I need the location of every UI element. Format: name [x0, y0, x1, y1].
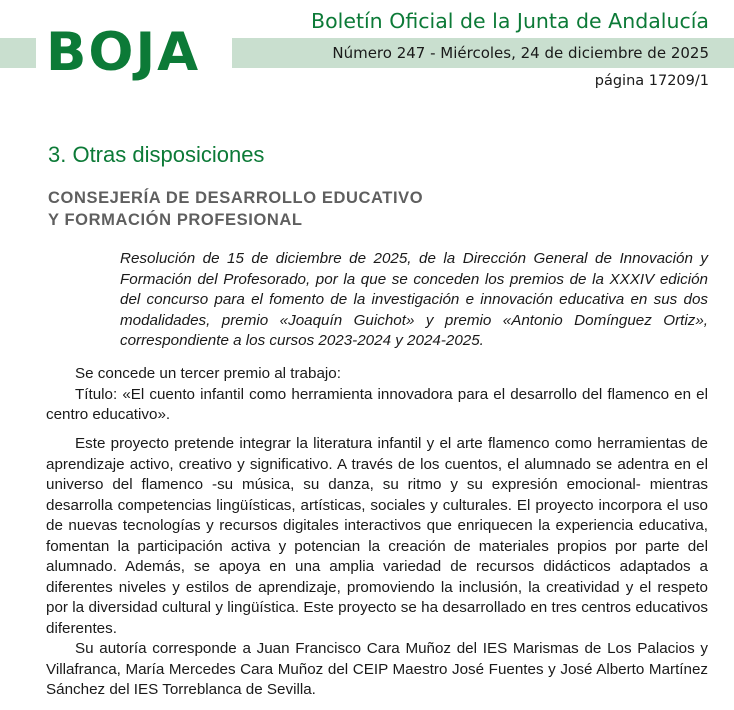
- ministry-line-1: CONSEJERÍA DE DESARROLLO EDUCATIVO: [48, 189, 424, 207]
- award-title: Título: «El cuento infantil como herramienta innovadora para el desarrollo del flamenco en el centro educativo».: [46, 385, 708, 423]
- issue-line: Número 247 - Miércoles, 24 de diciembre de 2025: [332, 44, 709, 62]
- body-paragraph-1: Este proyecto pretende integrar la literatura infantil y el arte flamenco como herramientas de aprendizaje activo, creativo y significativo. A través de los cuentos, el alumnado se adentra en el universo del flamenco -su música, su danza, su ritmo y su expresión emocional- mientras desarrolla competencias lingüísticas, artísticas, sociales y culturales. El proyecto incorpora el uso de nuevas tecnologías y recursos digitales interactivos que enriquecen la experiencia educativa, fomentan la participación activa y potencian la creación de materiales propios por parte del alumnado. Además, se apoya en una amplia variedad de recursos didácticos adaptados a diferentes niveles y estilos de aprendizaje, promoviendo la inclusión, la creatividad y el respeto por la diversidad cultural y lingüística. Este proyecto se ha desarrollado en tres centros educativos diferentes.: [46, 435, 708, 637]
- award-intro: Se concede un tercer premio al trabajo:: [75, 365, 341, 382]
- page-number: página 17209/1: [594, 73, 709, 89]
- bulletin-title: Boletín Oficial de la Junta de Andalucía: [311, 9, 709, 33]
- section-title: 3. Otras disposiciones: [48, 142, 265, 167]
- ministry-line-2: Y FORMACIÓN PROFESIONAL: [48, 211, 303, 229]
- boja-logo: BOJA: [46, 22, 201, 83]
- ministry-heading: [48, 187, 423, 231]
- resolution-summary: Resolución de 15 de diciembre de 2025, de la Dirección General de Innovación y Formación del Profesorado, por la que se conceden los premios de la XXXIV edición del concurso para el fomento de la investigación e innovación educativa en sus dos modalidades, premio «Joaquín Guichot» y premio «Antonio Domínguez Ortiz», correspondiente a los cursos 2023-2024 y 2024-2025.: [120, 250, 708, 349]
- body-paragraph-2: Su autoría corresponde a Juan Francisco Cara Muñoz del IES Marismas de Los Palacios y Villafranca, María Mercedes Cara Muñoz del CEIP Maestro José Fuentes y José Alberto Martínez Sánchez del IES Torreblanca de Sevilla.: [46, 640, 708, 698]
- header-band-left: [0, 38, 36, 68]
- award-block: [46, 364, 708, 426]
